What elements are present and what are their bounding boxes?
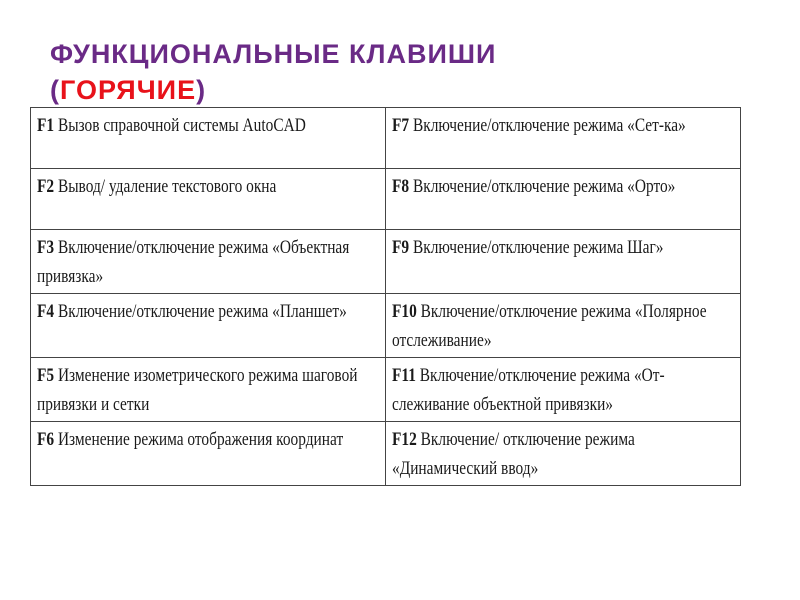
table-cell-right — [386, 230, 741, 294]
table-cell-left — [31, 358, 386, 422]
function-key-label: F9 — [392, 237, 410, 258]
title-hot-word: ГОРЯЧИЕ — [60, 75, 197, 105]
title-close-paren: ) — [196, 75, 207, 105]
function-key-label: F2 — [37, 176, 55, 197]
table-cell-left — [31, 422, 386, 486]
table-cell-left — [31, 108, 386, 169]
function-key-label: F11 — [392, 365, 416, 386]
cell-text — [37, 172, 381, 201]
cell-text — [392, 233, 736, 262]
table-row — [31, 169, 741, 230]
table-row — [31, 108, 741, 169]
title-line-2 — [50, 72, 750, 108]
function-key-description: Изменение изометрического режима шаговой привязки и сетки — [37, 365, 358, 415]
function-key-description: Включение/отключение режима «Сет-ка» — [409, 115, 686, 136]
function-key-description: Включение/ отключение режима «Динамический ввод» — [392, 429, 635, 479]
title-line-1: ФУНКЦИОНАЛЬНЫЕ КЛАВИШИ — [50, 39, 497, 69]
function-key-description: Включение/отключение режима «Орто» — [409, 176, 676, 197]
function-key-description: Включение/отключение режима «Объектная привязка» — [37, 237, 350, 287]
cell-text — [37, 297, 381, 326]
function-key-label: F1 — [37, 115, 55, 136]
function-keys-table-body — [31, 108, 741, 486]
table-row — [31, 422, 741, 486]
function-key-label: F3 — [37, 237, 55, 258]
function-key-description: Включение/отключение режима Шаг» — [409, 237, 664, 258]
cell-text — [392, 361, 736, 419]
function-key-label: F7 — [392, 115, 410, 136]
table-cell-right — [386, 358, 741, 422]
function-key-description: Вызов справочной системы AutoCAD — [54, 115, 306, 136]
table-row — [31, 358, 741, 422]
title-open-paren: ( — [50, 75, 60, 105]
table-cell-left — [31, 294, 386, 358]
cell-text — [37, 361, 381, 419]
function-key-description: Включение/отключение режима «Планшет» — [54, 301, 347, 322]
cell-text — [392, 172, 736, 201]
cell-text — [37, 233, 381, 291]
function-key-description: Включение/отключение режима «От-слеживание объектной привязки» — [392, 365, 665, 415]
function-keys-table — [30, 107, 741, 486]
slide-title — [50, 36, 750, 108]
table-cell-left — [31, 169, 386, 230]
function-key-description: Включение/отключение режима «Полярное отслеживание» — [392, 301, 707, 351]
cell-text — [37, 425, 381, 454]
function-key-description: Изменение режима отображения координат — [54, 429, 344, 450]
cell-text — [392, 297, 736, 355]
function-key-label: F5 — [37, 365, 55, 386]
function-key-label: F4 — [37, 301, 55, 322]
table-cell-right — [386, 169, 741, 230]
cell-text — [37, 111, 381, 140]
function-key-label: F10 — [392, 301, 417, 322]
table-cell-right — [386, 108, 741, 169]
table-row — [31, 230, 741, 294]
function-key-label: F6 — [37, 429, 55, 450]
table-row — [31, 294, 741, 358]
table-cell-left — [31, 230, 386, 294]
function-key-description: Вывод/ удаление текстового окна — [54, 176, 277, 197]
function-key-label: F8 — [392, 176, 410, 197]
cell-text — [392, 111, 736, 140]
function-key-label: F12 — [392, 429, 417, 450]
table-cell-right — [386, 294, 741, 358]
cell-text — [392, 425, 736, 483]
table-cell-right — [386, 422, 741, 486]
